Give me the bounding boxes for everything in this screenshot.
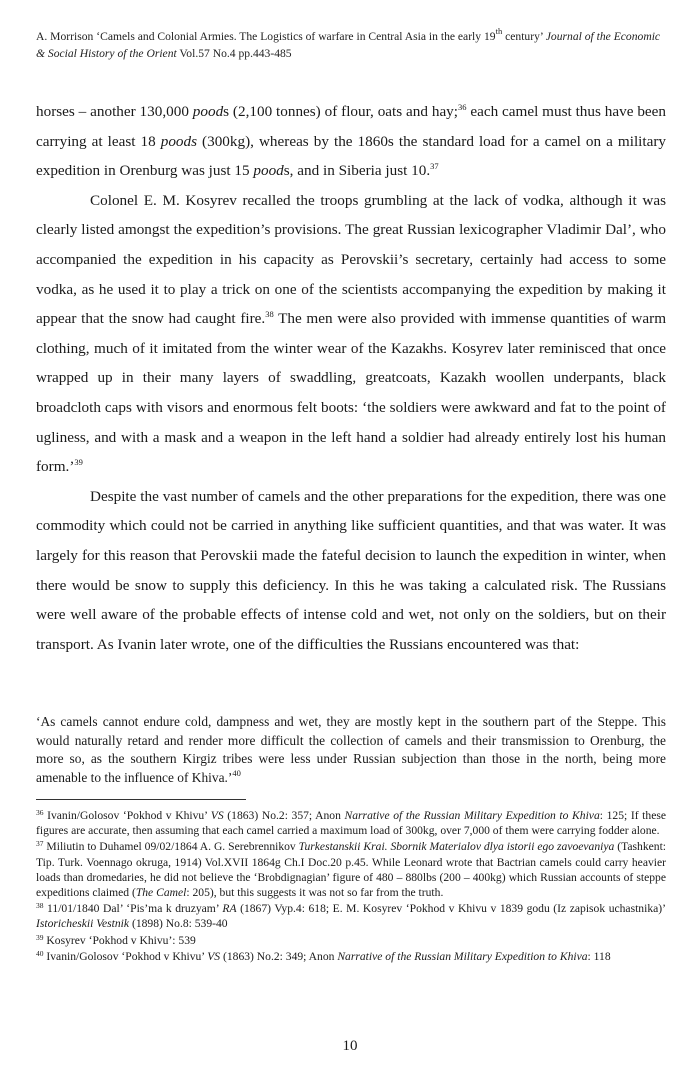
- fn40-e: : 118: [587, 949, 611, 963]
- fn37-c: (Tashkent: Tip. Turk. Voennago okruga, 1914) Vol.XVII 1864g Ch.I Doc.20 p.45. While Leonard wrote that Bactrian camels could carry heavier loads than dromedaries, he did not believe the ‘Brobdignagian’ figure of 480 – 880lbs (200 – 400kg) which Russian accounts of steppe expeditions claimed (: [36, 840, 667, 900]
- paragraph-2: [36, 186, 666, 482]
- header-journal-title: Journal of the Economic & Social History of the Orient: [36, 30, 661, 60]
- fn40-c: (1863) No.2: 349; Anon: [220, 949, 338, 963]
- footnote-number: 38: [36, 901, 44, 911]
- p1-term-poods: poods: [160, 132, 198, 150]
- fn36-c: (1863) No.2: 357; Anon: [223, 809, 345, 822]
- quote-text: ‘As camels cannot endure cold, dampness and wet, they are mostly kept in the southern part of the Steppe. This would naturally retard and render more difficult the collection of camels and their transmission to Orenburg, the more so, as the southern Kirgiz tribes were less under Russian subjection than those in the north, being more amenable to the influence of Khiva.’: [36, 714, 666, 785]
- p1-term-pood-2: pood: [253, 162, 284, 180]
- footnote-divider: [36, 799, 246, 800]
- fn38-d: Istoricheskii Vestnik: [36, 917, 130, 931]
- fn37-b: Turkestanskii Krai. Sbornik Materialov dlya istorii ego zavoevaniya: [298, 840, 615, 854]
- footnote-ref-40[interactable]: 40: [232, 767, 241, 778]
- footnotes: [36, 808, 666, 965]
- fn36-d: Narrative of the Russian Military Expedition to Khiva: [344, 809, 600, 822]
- fn37-d: The Camel: [135, 886, 187, 900]
- fn40-b: VS: [207, 949, 221, 963]
- fn38-e: (1898) No.8: 539-40: [129, 917, 228, 931]
- footnote-37: [36, 839, 666, 900]
- fn39-a: Kosyrev ‘Pokhod v Khivu’: 539: [43, 933, 196, 947]
- fn36-e: : 125; If these figures are accurate, then assuming that each camel carried a maximum load of 300kg, over 7,000 of them were carrying fodder alone.: [36, 809, 666, 838]
- fn38-b: RA: [222, 902, 237, 916]
- footnote-ref-39[interactable]: 39: [74, 457, 83, 468]
- p1-text-h: s, and in Siberia just 10.: [283, 162, 431, 180]
- p2-text-a: Colonel E. M. Kosyrev recalled the troops grumbling at the lack of vodka, although it was clearly listed amongst the expedition’s provisions. The great Russian lexicographer Vladimir Dal’, who accompanied the expedition in his capacity as Perovskii’s secretary, certainly had access to some vodka, as he used it to play a trick on one of the scientists accompanying the expedition by making it appear that the snow had caught fire.: [36, 191, 666, 328]
- p1-text-f: (300kg), whereas by the 1860s the standard load for a camel on a military expedition in Orenburg was just 15: [36, 132, 667, 180]
- fn40-a: Ivanin/Golosov ‘Pokhod v Khivu’: [43, 949, 208, 963]
- block-quote: [36, 713, 666, 787]
- fn37-a: Miliutin to Duhamel 09/02/1864 A. G. Serebrennikov: [43, 840, 299, 854]
- footnote-40: [36, 949, 666, 964]
- fn40-d: Narrative of the Russian Military Expedition to Khiva: [337, 949, 588, 963]
- header-volume: Vol.57 No.4 pp.443-485: [176, 47, 292, 60]
- paragraph-3: Despite the vast number of camels and the other preparations for the expedition, there was one commodity which could not be carried in anything like sufficient quantities, and that was water. It was largely for this reason that Perovskii made the fateful decision to launch the expedition in winter, when there would be snow to supply this deficiency. In this he was taking a calculated risk. The Russians were well aware of the probable effects of intense cold and wet, not only on the soldiers, but on their transport. As Ivanin later wrote, one of the difficulties the Russians encountered was that:: [36, 487, 666, 653]
- p1-text-a: horses – another 130,000: [36, 103, 193, 120]
- header-superscript: th: [495, 26, 503, 36]
- footnote-39: [36, 933, 666, 948]
- footnote-38: [36, 901, 666, 931]
- paragraph-1: [36, 97, 666, 186]
- header-citation-cont: century’: [502, 30, 546, 43]
- p1-text-c: s (2,100 tonnes) of flour, oats and hay;: [223, 103, 458, 120]
- fn36-b: VS: [210, 809, 224, 822]
- header-citation: A. Morrison ‘Camels and Colonial Armies. The Logistics of warfare in Central Asia in the early 19: [36, 30, 496, 43]
- footnote-number: 40: [36, 948, 44, 958]
- p1-term-pood: pood: [192, 103, 224, 120]
- footnote-number: 36: [36, 808, 44, 817]
- page-number: 10: [342, 1038, 358, 1054]
- fn36-a: Ivanin/Golosov ‘Pokhod v Khivu’: [43, 809, 211, 822]
- footnote-ref-36[interactable]: 36: [458, 102, 467, 112]
- p1-text-d: each camel must thus have been carrying at least 18: [36, 103, 666, 150]
- fn37-e: : 205), but this suggests it was not so far from the truth.: [186, 886, 444, 900]
- running-header: [36, 28, 666, 62]
- main-text: [36, 97, 666, 659]
- fn38-a: 11/01/1840 Dal’ ‘Pis’ma k druzyam’: [43, 902, 223, 916]
- footnote-ref-38[interactable]: 38: [265, 309, 274, 320]
- p2-text-b: The men were also provided with immense quantities of warm clothing, much of it imitated from the winter wear of the Kazakhs. Kosyrev later reminisced that once wrapped up in their many layers of swaddling, greatcoats, Kazakh woollen underpants, black broadcloth caps with visors and enormous felt boots: ‘the soldiers were awkward and fat to the point of ugliness, and with a mask and a weapon in the left hand a soldier had already entirely lost his human form.’: [36, 310, 667, 476]
- fn38-c: (1867) Vyp.4: 618; E. M. Kosyrev ‘Pokhod v Khivu v 1839 godu (Iz zapisok uchastnika)’: [236, 902, 666, 916]
- footnote-number: 37: [36, 839, 44, 849]
- footnote-36: [36, 808, 666, 838]
- footnote-number: 39: [36, 932, 44, 942]
- footnote-ref-37[interactable]: 37: [430, 161, 439, 172]
